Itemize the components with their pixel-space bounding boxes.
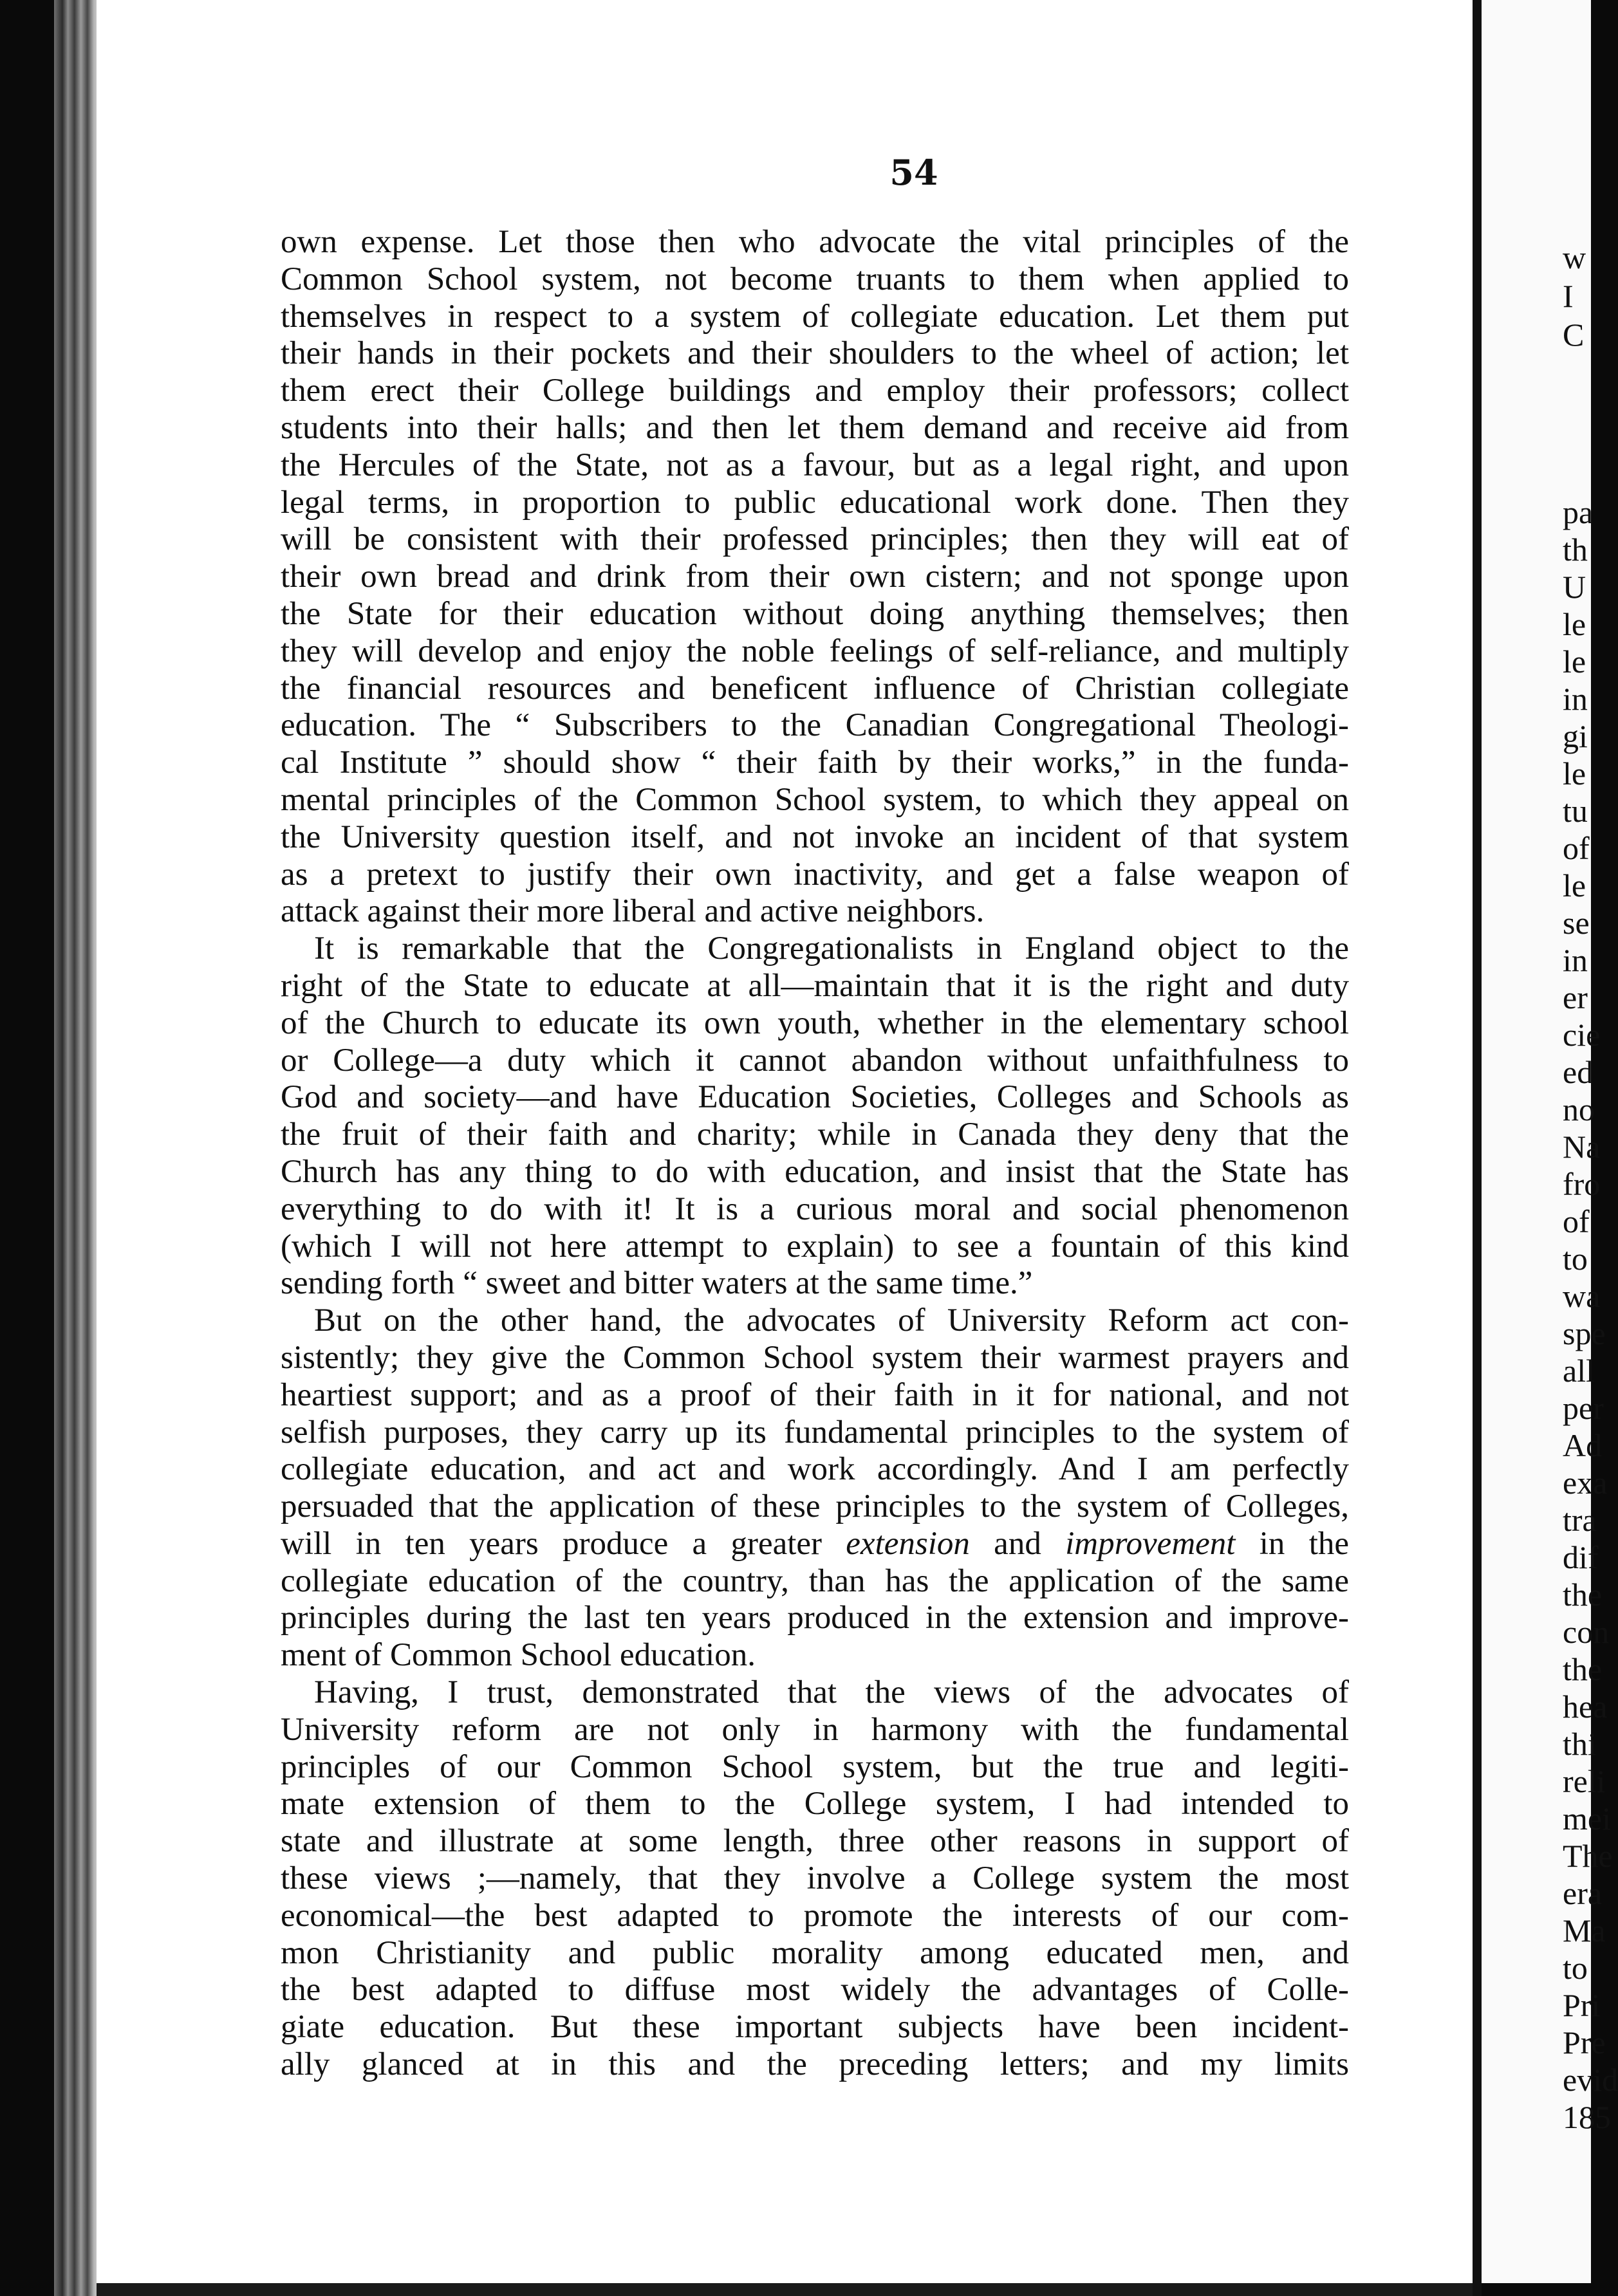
text-line: cal Institute ” should show “ their faith by their works,” in the funda- (281, 745, 1349, 781)
text-line: ally glanced at in this and the preceding letters; and my limits (281, 2046, 1349, 2083)
adjacent-page-fragment: Pre (1563, 2024, 1606, 2060)
page-bottom-edge (97, 2283, 1473, 2296)
adjacent-page-fragment: exa (1563, 1465, 1608, 1501)
text-line: It is remarkable that the Congregationalists in England object to the (314, 930, 1349, 967)
adjacent-page-fragment: mei (1563, 1801, 1611, 1837)
text-line: their own bread and drink from their own cistern; and not sponge upon (281, 559, 1349, 595)
page-number: 54 (889, 152, 938, 193)
text-line: ment of Common School education. (281, 1637, 756, 1674)
adjacent-page-fragment: fro (1563, 1166, 1601, 1202)
text-line: persuaded that the application of these principles to the system of Colleges, (281, 1488, 1349, 1525)
adjacent-page-fragment: in (1563, 681, 1588, 717)
emphasis-text: improvement (1065, 1525, 1236, 1562)
adjacent-page-fragment: C (1563, 317, 1585, 353)
page-body-text (281, 224, 1349, 2084)
adjacent-page-fragment: gi (1563, 718, 1588, 754)
text-line: principles during the last ten years produced in the extension and improve- (281, 1600, 1349, 1636)
adjacent-page-fragment: in (1563, 942, 1588, 978)
adjacent-page-fragment: le (1563, 755, 1586, 792)
adjacent-page-fragment: wa (1563, 1278, 1601, 1314)
adjacent-page-fragment: evid (1563, 2062, 1618, 2098)
adjacent-page-fragment: Ad (1563, 1427, 1603, 1463)
text-line: Church has any thing to do with education, and insist that the State has (281, 1153, 1349, 1190)
adjacent-page-fragment: le (1563, 606, 1586, 642)
text-line: the State for their education without doing anything themselves; then (281, 595, 1349, 632)
text-line: mate extension of them to the College system, I had intended to (281, 1786, 1349, 1822)
adjacent-page-fragment: pa (1563, 494, 1594, 530)
adjacent-page-fragment: w (1563, 239, 1586, 275)
text-line: collegiate education of the country, than has the application of the same (281, 1562, 1349, 1599)
text-line: their hands in their pockets and their shoulders to the wheel of action; let (281, 335, 1349, 372)
adjacent-page-fragment: the (1563, 1577, 1603, 1613)
text-line: everything to do with it! It is a curious moral and social phenomenon (281, 1190, 1349, 1227)
text-line: or College—a duty which it cannot abandon without unfaithfulness to (281, 1042, 1349, 1079)
text-line: themselves in respect to a system of collegiate education. Let them put (281, 298, 1349, 335)
adjacent-page-fragment: spe (1563, 1315, 1606, 1351)
adjacent-page-fragment: per (1563, 1390, 1604, 1426)
adjacent-page-fragment: Pri (1563, 1987, 1601, 2023)
text-line: legal terms, in proportion to public educational work done. Then they (281, 484, 1349, 521)
text-line: Common School system, not become truants to them when applied to (281, 261, 1349, 297)
text-line: these views ;—namely, that they involve a College system the most (281, 1860, 1349, 1897)
adjacent-page-fragment: to (1563, 1241, 1588, 1277)
adjacent-page-fragment: U (1563, 569, 1586, 605)
text-line: of the Church to educate its own youth, whether in the elementary school (281, 1004, 1349, 1041)
emphasis-text: extension (846, 1525, 970, 1562)
page-gutter (1473, 0, 1482, 2296)
adjacent-page-fragment: hea (1563, 1689, 1608, 1725)
adjacent-page-fragment: ed (1563, 1054, 1594, 1090)
text-line: the financial resources and beneficent influence of Christian collegiate (281, 670, 1349, 707)
text-line: them erect their College buildings and employ their professors; collect (281, 373, 1349, 409)
adjacent-page-fragment: dif (1563, 1539, 1599, 1575)
text-line: (which I will not here attempt to explain) to see a fountain of this kind (281, 1228, 1349, 1264)
adjacent-page-fragment: reli (1563, 1763, 1606, 1799)
adjacent-page-fragment: Ma (1563, 1912, 1606, 1949)
text-line: education. The “ Subscribers to the Canadian Congregational Theologi- (281, 707, 1349, 744)
adjacent-page-fragment: tu (1563, 793, 1588, 829)
text-line: they will develop and enjoy the noble feelings of self-reliance, and multiply (281, 633, 1349, 669)
adjacent-page-fragment: er (1563, 979, 1588, 1015)
adjacent-page-fragment: I (1563, 278, 1574, 314)
text-line: as a pretext to justify their own inactivity, and get a false weapon of (281, 856, 1349, 893)
text-line: principles of our Common School system, but the true and legiti- (281, 1748, 1349, 1785)
text-line: heartiest support; and as a proof of their faith in it for national, and not (281, 1376, 1349, 1413)
text-line: state and illustrate at some length, three other reasons in support of (281, 1823, 1349, 1860)
text-line: right of the State to educate at all—maintain that it is the right and duty (281, 967, 1349, 1004)
adjacent-page-fragment: th (1563, 532, 1588, 568)
text-line: will be consistent with their professed principles; then they will eat of (281, 521, 1349, 558)
text-line: mental principles of the Common School system, to which they appeal on (281, 781, 1349, 818)
adjacent-page-fragment: le (1563, 643, 1586, 680)
adjacent-page-fragment: le (1563, 867, 1586, 903)
adjacent-page-fragment: all (1563, 1353, 1595, 1389)
text-line: attack against their more liberal and active neighbors. (281, 893, 985, 930)
adjacent-page-fragment: Na (1563, 1129, 1601, 1165)
adjacent-page-fragment: of (1563, 1203, 1590, 1239)
adjacent-page-fragment: thi (1563, 1726, 1597, 1762)
adjacent-page-fragment: se (1563, 905, 1590, 941)
adjacent-page-fragment: era (1563, 1875, 1603, 1911)
text-line: sistently; they give the Common School system their warmest prayers and (281, 1339, 1349, 1376)
text-line: the University question itself, and not invoke an incident of that system (281, 819, 1349, 855)
adjacent-page-fragment: con (1563, 1614, 1610, 1650)
text-line: God and society—and have Education Societies, Colleges and Schools as (281, 1079, 1349, 1116)
text-line: giate education. But these important subjects have been incident- (281, 2009, 1349, 2046)
adjacent-page-fragment: the (1563, 1651, 1603, 1687)
text-line: students into their halls; and then let them demand and receive aid from (281, 409, 1349, 446)
adjacent-page-fragment: tra (1563, 1502, 1597, 1538)
text-line: economical—the best adapted to promote the interests of our com- (281, 1897, 1349, 1934)
text-line: own expense. Let those then who advocate the vital principles of the (281, 224, 1349, 260)
text-line: the Hercules of the State, not as a favour, but as a legal right, and upon (281, 447, 1349, 483)
text-line: will in ten years produce a greater extension and improvement in the (281, 1525, 1349, 1562)
adjacent-page-fragment: The (1563, 1838, 1613, 1874)
adjacent-page-fragment: no (1563, 1091, 1595, 1127)
book-spine (54, 0, 100, 2296)
adjacent-page-fragment: of (1563, 830, 1590, 866)
text-line: collegiate education, and act and work accordingly. And I am perfectly (281, 1451, 1349, 1488)
text-line: selfish purposes, they carry up its fundamental principles to the system of (281, 1414, 1349, 1450)
text-line: sending forth “ sweet and bitter waters at the same time.” (281, 1265, 1033, 1302)
adjacent-page-fragment: 185 (1563, 2099, 1611, 2135)
adjacent-page-fragment: cie (1563, 1017, 1601, 1053)
adjacent-page-fragment: to (1563, 1950, 1588, 1986)
text-line: the fruit of their faith and charity; while in Canada they deny that the (281, 1116, 1349, 1153)
text-line: Having, I trust, demonstrated that the views of the advocates of (314, 1674, 1349, 1711)
text-line: But on the other hand, the advocates of University Reform act con- (314, 1302, 1349, 1339)
text-line: mon Christianity and public morality among educated men, and (281, 1934, 1349, 1971)
text-line: University reform are not only in harmony with the fundamental (281, 1711, 1349, 1748)
text-line: the best adapted to diffuse most widely the advantages of Colle- (281, 1972, 1349, 2008)
